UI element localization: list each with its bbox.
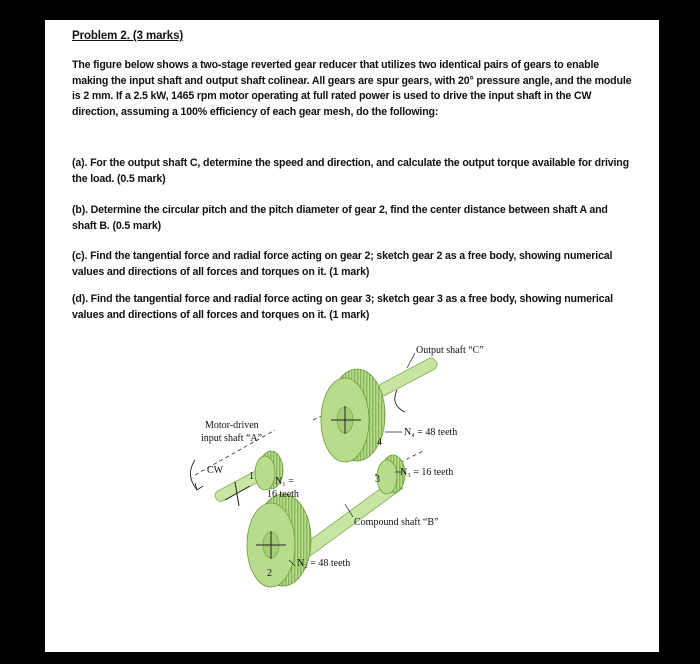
- question-c: (c). Find the tangential force and radial force acting on gear 2; sketch gear 2 as a free body, showing numerical values and directions of all forces and torques on it. (1 mark): [72, 250, 613, 278]
- output-shaft-c: [376, 356, 439, 397]
- problem-intro: The figure below shows a two-stage reverted gear reducer that utilizes two identical pairs of gears to enable making the input shaft and output shaft colinear. All gears are spur gears, with 20° pressure angle, and the module is 2 mm. If a 2.5 kW, 1465 rpm motor operating at full rated power is used to drive the input shaft in the CW direction, assuming a 100% efficiency of each gear mesh, do the following:: [72, 59, 632, 118]
- label-n4: N₄ = 48 teeth: [404, 427, 458, 438]
- gear-label-2: 2: [267, 568, 272, 579]
- label-output-shaft: Output shaft “C”: [416, 345, 484, 356]
- question-d: (d). Find the tangential force and radial force acting on gear 3; sketch gear 3 as a free body, showing numerical values and directions of all forces and torques on it. (1 mark): [72, 293, 613, 321]
- question-a: (a). For the output shaft C, determine the speed and direction, and calculate the output torque available for driving the load. (0.5 mark): [72, 157, 629, 185]
- label-n1-line1: N₁ =: [275, 476, 294, 487]
- label-cw: CW: [207, 465, 224, 476]
- label-motor-line2: input shaft “A”: [201, 433, 263, 444]
- label-compound-shaft: Compound shaft “B”: [354, 517, 439, 528]
- gear-label-3: 3: [375, 474, 380, 485]
- gear-4: [321, 369, 385, 462]
- gear-label-4: 4: [377, 437, 382, 448]
- gear-label-1: 1: [249, 471, 254, 482]
- label-n1-line2: 16 teeth: [267, 489, 299, 500]
- gear-2: [247, 494, 311, 587]
- gear-reducer-figure: [45, 20, 659, 652]
- problem-title: Problem 2. (3 marks): [72, 30, 184, 42]
- label-n2: N₂ = 48 teeth: [297, 558, 351, 569]
- question-b: (b). Determine the circular pitch and the pitch diameter of gear 2, find the center distance between shaft A and shaft B. (0.5 mark): [72, 204, 608, 232]
- label-motor-line1: Motor-driven: [205, 420, 259, 431]
- label-n3: N₃ = 16 teeth: [400, 467, 454, 478]
- document-page: [45, 20, 659, 652]
- rotation-arrow-c: [395, 390, 405, 412]
